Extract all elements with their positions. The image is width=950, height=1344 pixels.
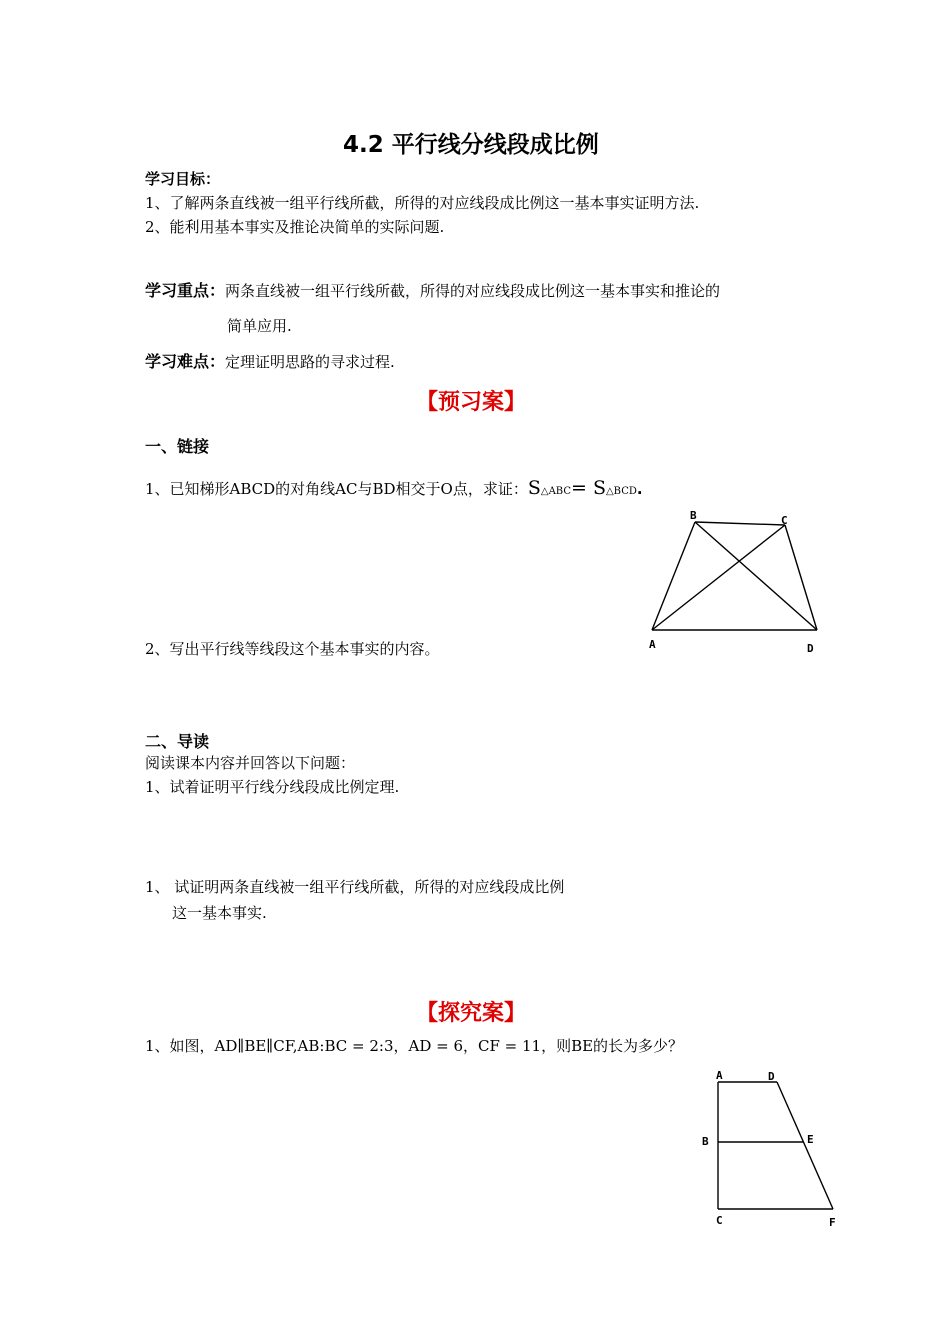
guide-intro: 阅读课本内容并回答以下问题： (145, 754, 356, 772)
objective-item-2: 2、能利用基本事实及推论决简单的实际问题. (145, 218, 445, 236)
link-heading: 一、链接 (145, 437, 210, 456)
line-df (777, 1082, 833, 1209)
trapezoid-figure (640, 505, 830, 660)
diagonal-ac (652, 525, 785, 630)
link-question-2: 2、写出平行线等线段这个基本事实的内容。 (145, 640, 440, 658)
guide-question-2: 1、 试证明两条直线被一组平行线所截，所得的对应线段成比例 (145, 878, 565, 896)
area-symbol-1: S (527, 477, 541, 499)
triangle-abc: △ABC (540, 486, 571, 497)
objective-item-1: 1、了解两条直线被一组平行线所截，所得的对应线段成比例这一基本事实证明方法. (145, 194, 700, 212)
key-points-text-cont: 简单应用. (227, 317, 292, 335)
edge-cd (785, 525, 817, 630)
edge-bc (695, 522, 785, 525)
link-question-1 (145, 478, 643, 502)
label-d: D (807, 642, 814, 655)
label-d: D (768, 1070, 775, 1083)
key-points-label: 学习重点： (145, 281, 226, 300)
guide-question-2-cont: 这一基本事实. (172, 904, 267, 922)
parallel-lines-figure (695, 1062, 855, 1237)
label-b: B (702, 1135, 709, 1148)
period: . (636, 480, 643, 498)
preview-heading: 【预习案】 (416, 390, 527, 415)
label-c: C (781, 514, 788, 527)
label-b: B (690, 509, 697, 522)
key-points (145, 281, 720, 301)
explore-question-1: 1、如图，AD∥BE∥CF,AB:BC = 2:3，AD = 6，CF = 11，则BE的长为多少？ (145, 1037, 684, 1055)
equals-sign: = (570, 477, 593, 499)
area-symbol-2: S (592, 477, 606, 499)
label-f: F (829, 1216, 836, 1229)
difficulty-text: 定理证明思路的寻求过程. (225, 353, 395, 371)
diagonal-bd (695, 522, 817, 630)
label-a: A (716, 1069, 723, 1082)
label-e: E (807, 1133, 814, 1146)
guide-heading: 二、导读 (145, 732, 210, 751)
triangle-bcd: △BCD (605, 486, 637, 497)
difficulty (145, 352, 395, 372)
page-title: 4.2 平行线分线段成比例 (343, 132, 599, 158)
key-points-text: 两条直线被一组平行线所截，所得的对应线段成比例这一基本事实和推论的 (225, 282, 721, 300)
difficulty-label: 学习难点： (145, 352, 226, 371)
label-c: C (716, 1214, 723, 1227)
link-q1-text: 1、已知梯形ABCD的对角线AC与BD相交于O点，求证： (145, 480, 528, 498)
explore-heading: 【探究案】 (416, 1001, 527, 1026)
guide-question-1: 1、试着证明平行线分线段成比例定理. (145, 778, 400, 796)
objectives-label: 学习目标： (145, 170, 221, 188)
label-a: A (649, 638, 656, 651)
